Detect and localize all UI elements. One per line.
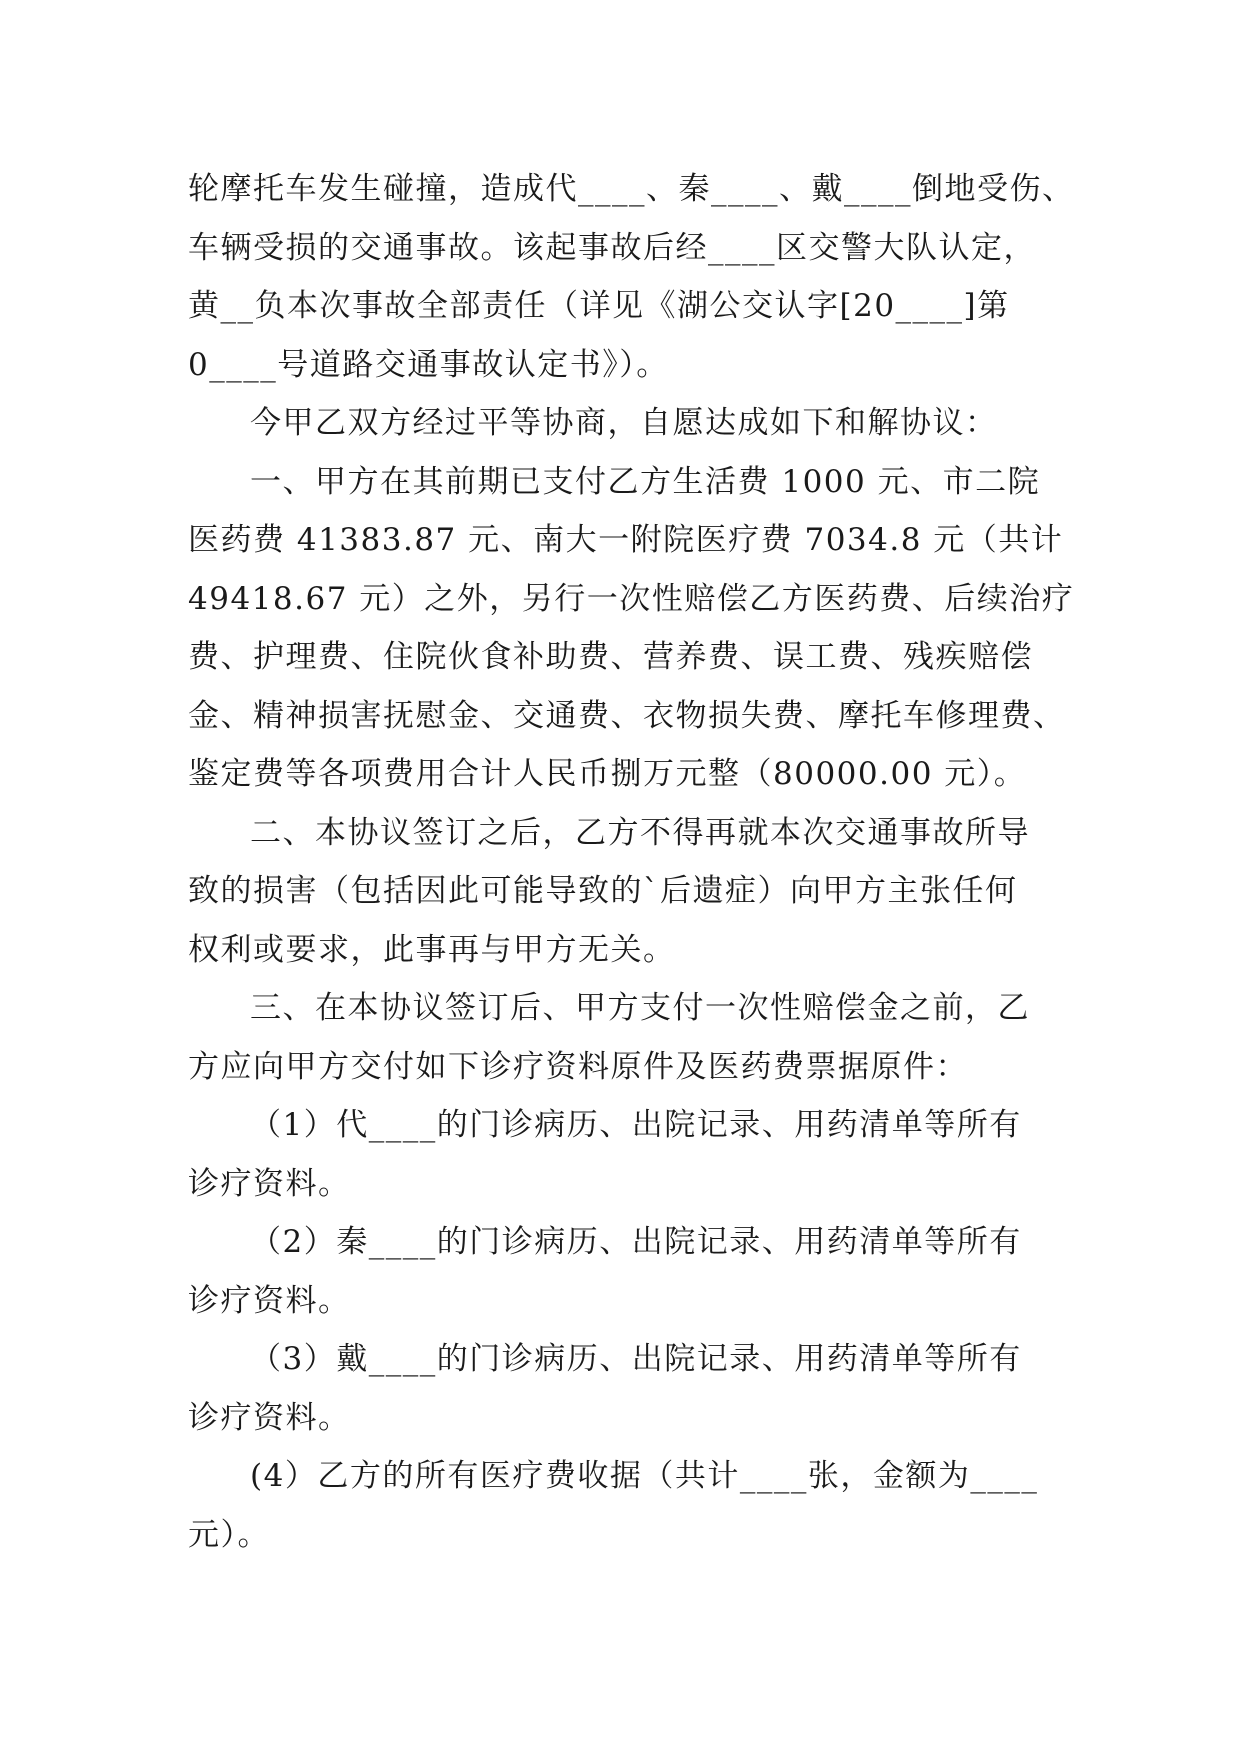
paragraph-clause-1 — [188, 453, 1075, 804]
paragraph-clause-2 — [188, 804, 1054, 980]
text-line: 金、精神损害抚慰金、交通费、衣物损失费、摩托车修理费、 — [188, 697, 1066, 734]
text-line: 诊疗资料。 — [188, 1282, 351, 1319]
text-line: 诊疗资料。 — [188, 1399, 351, 1436]
paragraph-item-4 — [188, 1447, 1054, 1564]
paragraph-item-1 — [188, 1096, 1054, 1213]
text-line: 车辆受损的交通事故。该起事故后经____区交警大队认定， — [188, 229, 1036, 266]
text-line: 致的损害（包括因此可能导致的`后遗症）向甲方主张任何 — [188, 873, 1018, 909]
text-line: （3）戴____的门诊病历、出院记录、用药清单等所有 — [250, 1341, 1022, 1377]
text-line: 轮摩托车发生碰撞，造成代____、秦____、戴____倒地受伤、 — [188, 171, 1075, 207]
paragraph-item-2 — [188, 1213, 1054, 1330]
text-line: 诊疗资料。 — [188, 1165, 351, 1202]
text-line: 医药费 41383.87 元、南大一附院医疗费 7034.8 元（共计 — [188, 522, 1064, 558]
text-line: 元）。 — [188, 1516, 270, 1553]
text-line: 今甲乙双方经过平等协商，自愿达成如下和解协议： — [250, 405, 998, 441]
text-line: 权利或要求，此事再与甲方无关。 — [188, 931, 676, 968]
document-body — [188, 160, 1075, 1564]
paragraph-accident-description — [188, 160, 1075, 394]
text-line: 49418.67 元）之外，另行一次性赔偿乙方医药费、后续治疗 — [188, 580, 1075, 617]
text-line: 鉴定费等各项费用合计人民币捌万元整（80000.00 元）。 — [188, 756, 1027, 792]
text-line: 费、护理费、住院伙食补助费、营养费、误工费、残疾赔偿 — [188, 639, 1033, 675]
paragraph-clause-3 — [188, 979, 1054, 1096]
text-line: 二、本协议签订之后，乙方不得再就本次交通事故所导 — [250, 814, 1030, 851]
text-line: 0____号道路交通事故认定书》）。 — [188, 346, 669, 383]
text-line: （2）秦____的门诊病历、出院记录、用药清单等所有 — [250, 1224, 1022, 1260]
text-line: （1）代____的门诊病历、出院记录、用药清单等所有 — [250, 1107, 1022, 1143]
text-line: 一、甲方在其前期已支付乙方生活费 1000 元、市二院 — [250, 463, 1041, 500]
paragraph-item-3 — [188, 1330, 1054, 1447]
text-line: 方应向甲方交付如下诊疗资料原件及医药费票据原件： — [188, 1048, 968, 1085]
text-line: 黄__负本次事故全部责任（详见《湖公交认字[20____]第 — [188, 288, 1010, 324]
text-line: (4）乙方的所有医疗费收据（共计____张，金额为____ — [250, 1458, 1039, 1494]
paragraph-agreement-intro — [188, 394, 1054, 453]
text-line: 三、在本协议签订后、甲方支付一次性赔偿金之前，乙 — [250, 990, 1030, 1026]
